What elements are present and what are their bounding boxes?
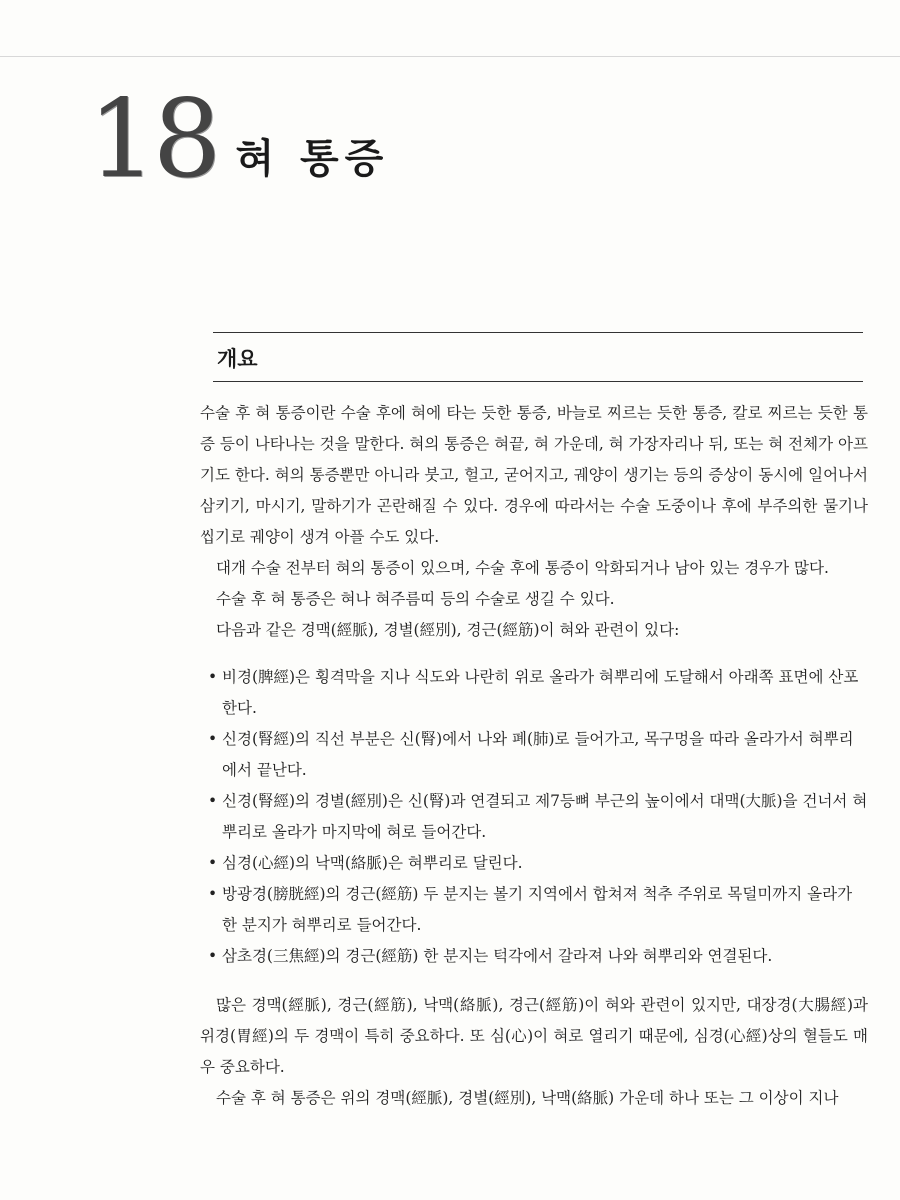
paragraph: 수술 후 혀 통증은 혀나 혀주름띠 등의 수술로 생길 수 있다.: [216, 590, 615, 608]
paragraph-intro: 수술 후 혀 통증이란 수술 후에 혀에 타는 듯한 통증, 바늘로 찌르는 듯한 통증, 칼로 찌르는 듯한 통증 등이 나타나는 것을 말한다. 혀의 통증은 혀끝, 혀 가운데, 혀 가장자리나 뒤, 또는 혀 전체가 아프기도 한다. 혀의 통증뿐만 아니라 붓고, 헐고, 굳어지고, 궤양이 생기는 등의 증상이 동시에 일어나서 삼키기, 마시기, 말하기가 곤란해질 수 있다. 경우에 따라서는 수술 도중이나 후에 부주의한 물기나 씹기로 궤양이 생겨 아플 수도 있다.: [200, 404, 868, 546]
paragraph: 다음과 같은 경맥(經脈), 경별(經別), 경근(經筋)이 혀와 관련이 있다:: [216, 621, 680, 639]
list-item-text: 신경(腎經)의 경별(經別)은 신(腎)과 연결되고 제7등뼈 부근의 높이에서 대맥(大脈)을 건너서 혀뿌리로 올라가 마지막에 혀로 들어간다.: [222, 792, 868, 841]
meridian-list: [200, 662, 868, 972]
list-item: [200, 848, 868, 879]
bullet-icon: •: [208, 854, 218, 872]
list-item-text: 삼초경(三焦經)의 경근(經筋) 한 분지는 턱각에서 갈라져 나와 혀뿌리와 연결된다.: [222, 947, 773, 965]
list-item: [200, 941, 868, 972]
bullet-icon: •: [208, 668, 218, 686]
running-header-rule: [0, 56, 900, 57]
bullet-icon: •: [208, 885, 218, 903]
section-header: [213, 332, 863, 382]
list-item-text: 방광경(膀胱經)의 경근(經筋) 두 분지는 볼기 지역에서 합쳐져 척추 주위로 목덜미까지 올라가 한 분지가 혀뿌리로 들어간다.: [222, 885, 853, 934]
body-text: [200, 398, 868, 1114]
bullet-icon: •: [208, 947, 218, 965]
paragraph: 많은 경맥(經脈), 경근(經筋), 낙맥(絡脈), 경근(經筋)이 혀와 관련이 있지만, 대장경(大腸經)과 위경(胃經)의 두 경맥이 특히 중요하다. 또 심(心)이 혀로 열리기 때문에, 심경(心經)상의 혈들도 매우 중요하다.: [200, 996, 868, 1076]
chapter-title: 혀 통증: [235, 136, 390, 182]
list-item: [200, 662, 868, 724]
bullet-icon: •: [208, 792, 218, 810]
paragraph: 수술 후 혀 통증은 위의 경맥(經脈), 경별(經別), 낙맥(絡脈) 가운데 하나 또는 그 이상이 지나: [216, 1089, 839, 1107]
list-item-text: 비경(脾經)은 횡격막을 지나 식도와 나란히 위로 올라가 혀뿌리에 도달해서 아래쪽 표면에 산포한다.: [222, 668, 859, 717]
list-item-text: 심경(心經)의 낙맥(絡脈)은 혀뿌리로 달린다.: [222, 854, 523, 872]
bullet-icon: •: [208, 730, 218, 748]
chapter-heading: [88, 77, 390, 202]
list-item-text: 신경(腎經)의 직선 부분은 신(腎)에서 나와 폐(肺)로 들어가고, 목구멍을 따라 올라가서 혀뿌리에서 끝난다.: [222, 730, 854, 779]
list-item: [200, 724, 868, 786]
chapter-number: 18: [88, 77, 218, 202]
section-title: 개요: [213, 333, 863, 382]
list-item: [200, 786, 868, 848]
list-item: [200, 879, 868, 941]
paragraph: 대개 수술 전부터 혀의 통증이 있으며, 수술 후에 통증이 악화되거나 남아 있는 경우가 많다.: [216, 559, 829, 577]
